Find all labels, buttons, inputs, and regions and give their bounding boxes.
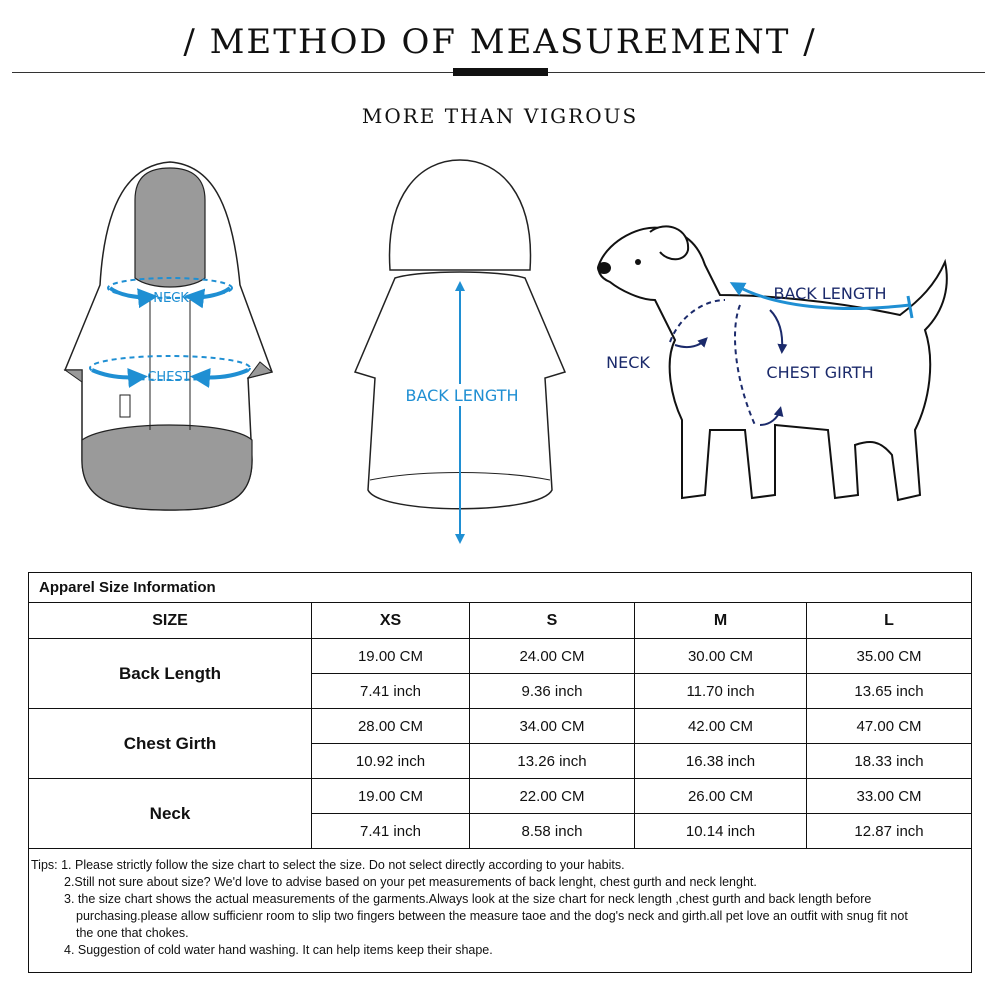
row-label-chest-girth: Chest Girth <box>29 709 312 779</box>
table-cell: 13.26 inch <box>470 744 635 779</box>
header-m: M <box>635 603 807 639</box>
table-row <box>29 709 972 744</box>
hoodie-neck-label: NECK <box>153 291 189 306</box>
table-cell: 10.92 inch <box>312 744 470 779</box>
table-cell: 26.00 CM <box>635 779 807 814</box>
table-cell: 19.00 CM <box>312 639 470 674</box>
table-caption-row <box>29 573 972 603</box>
page-title: / METHOD OF MEASUREMENT / <box>183 22 817 62</box>
header-size: SIZE <box>29 603 312 639</box>
tips-block <box>29 849 972 973</box>
table-cell: 24.00 CM <box>470 639 635 674</box>
header-accent-bar <box>453 68 548 76</box>
table-cell: 30.00 CM <box>635 639 807 674</box>
tip-line-1: Tips: 1. Please strictly follow the size chart to select the size. Do not select directly according to your habits. <box>31 858 625 872</box>
measurement-illustrations <box>0 140 1000 560</box>
hoodie-back-drawing <box>355 160 565 540</box>
tip-line-3: 3. the size chart shows the actual measurements of the garments.Always look at the size chart for neck length ,chest gurth and back length before <box>64 892 872 906</box>
tip-line-4: purchasing.please allow sufficienr room to slip two fingers between the measure taoe and the dog's neck and girth.all pet love an outfit with snug fit not <box>76 909 908 923</box>
table-cell: 19.00 CM <box>312 779 470 814</box>
dog-back-length-label: BACK LENGTH <box>773 284 887 303</box>
table-cell: 7.41 inch <box>312 814 470 849</box>
table-cell: 9.36 inch <box>470 674 635 709</box>
hoodie-front-drawing <box>65 162 272 510</box>
table-cell: 35.00 CM <box>807 639 972 674</box>
table-cell: 16.38 inch <box>635 744 807 779</box>
table-cell: 12.87 inch <box>807 814 972 849</box>
table-cell: 42.00 CM <box>635 709 807 744</box>
table-row <box>29 639 972 674</box>
table-cell: 22.00 CM <box>470 779 635 814</box>
header-l: L <box>807 603 972 639</box>
dog-drawing <box>597 226 947 500</box>
table-cell: 7.41 inch <box>312 674 470 709</box>
table-cell: 13.65 inch <box>807 674 972 709</box>
tip-line-5: the one that chokes. <box>76 926 189 940</box>
table-cell: 8.58 inch <box>470 814 635 849</box>
table-cell: 10.14 inch <box>635 814 807 849</box>
header-s: S <box>470 603 635 639</box>
row-label-back-length: Back Length <box>29 639 312 709</box>
dog-chest-girth-label: CHEST GIRTH <box>766 363 874 382</box>
table-cell: 28.00 CM <box>312 709 470 744</box>
table-header-row <box>29 603 972 639</box>
table-cell: 47.00 CM <box>807 709 972 744</box>
table-cell: 11.70 inch <box>635 674 807 709</box>
table-row <box>29 779 972 814</box>
hoodie-chest-label: CHEST <box>147 370 191 385</box>
tip-line-6: 4. Suggestion of cold water hand washing. It can help items keep their shape. <box>64 943 493 957</box>
page-subtitle: MORE THAN VIGROUS <box>361 104 639 128</box>
table-cell: 18.33 inch <box>807 744 972 779</box>
tip-line-2: 2.Still not sure about size? We'd love to advise based on your pet measurements of back lenght, chest gurth and neck lenght. <box>64 875 757 889</box>
table-cell: 34.00 CM <box>470 709 635 744</box>
hoodie-back-length-label: BACK LENGTH <box>405 386 519 405</box>
header-xs: XS <box>312 603 470 639</box>
row-label-neck: Neck <box>29 779 312 849</box>
dog-neck-label: NECK <box>606 353 650 372</box>
illustration-canvas <box>0 140 1000 560</box>
tips-row <box>29 849 972 973</box>
table-caption: Apparel Size Information <box>29 573 972 603</box>
table-cell: 33.00 CM <box>807 779 972 814</box>
size-table <box>28 572 972 973</box>
